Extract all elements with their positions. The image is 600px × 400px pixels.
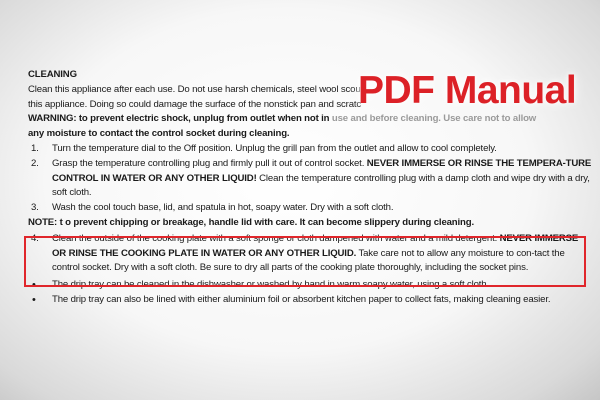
bullet-text: The drip tray can also be lined with either aluminium foil or absorbent kitchen paper to collect fats, making cleaning easier. (52, 293, 551, 305)
step-warning: NEVER IMMERSE OR RINSE THE COOKING PLATE IN WATER OR ANY OTHER LIQUID. (52, 232, 579, 259)
step-number: 4. (31, 232, 39, 244)
highlight-box (24, 236, 586, 287)
bullet-text: The drip tray can be cleaned in the dishwasher or washed by hand in warm soapy water, using a soft cloth. (52, 279, 490, 291)
warning-text: WARNING: to prevent electric shock, unplug from outlet when not in (28, 113, 330, 125)
step-text-cont: Clean the temperature controlling plug with a damp cloth and wipe dry with a dry, soft cloth. (52, 172, 590, 199)
step-text: Grasp the temperature controlling plug and firmly pull it out of control socket. (52, 157, 367, 169)
step-warning: NEVER IMMERSE OR RINSE THE TEMPERA-TURE CONTROL IN WATER OR ANY OTHER LIQUID! (52, 157, 592, 184)
intro-line-2: this appliance. Doing so could damage the surface of the nonstick pan and scratc (28, 98, 362, 110)
step-2 (28, 157, 593, 201)
step-text: Turn the temperature dial to the Off position. Unplug the grill pan from the outlet and allow to cool completely. (52, 142, 497, 154)
step-3 (28, 201, 593, 216)
section-heading: CLEANING (28, 69, 77, 80)
warning-text-faded: use and before cleaning. Use care not to allow (329, 113, 537, 125)
bullet-item (28, 293, 593, 308)
step-number: 3. (31, 202, 39, 214)
step-1 (28, 142, 593, 157)
bullet-icon: • (32, 293, 36, 306)
step-number: 1. (31, 142, 39, 154)
note: NOTE: t o prevent chipping or breakage, handle lid with care. It can become slippery during cleaning. (28, 216, 474, 228)
step-text: Clean the outside of the cooking plate with a soft sponge or cloth dampened with water and a mild detergent. (52, 232, 500, 244)
pdf-manual-watermark: PDF Manual (358, 69, 577, 112)
warning-line-2: any moisture to contact the control socket during cleaning. (28, 128, 290, 140)
step-text: Wash the cool touch base, lid, and spatula in hot, soapy water. Dry with a soft cloth. (52, 202, 394, 214)
step-number: 2. (31, 157, 39, 169)
step-text-cont: Take care not to allow any moisture to con-tact the control socket. Dry with a soft cloth. Be sure to dry all parts of the cooking plate thoroughly, including the socket pins. (52, 247, 565, 274)
intro-line-1: Clean this appliance after each use. Do not use harsh chemicals, steel wool scou (28, 83, 361, 95)
bullet-icon: • (32, 279, 36, 292)
warning-line-1 (28, 112, 593, 127)
